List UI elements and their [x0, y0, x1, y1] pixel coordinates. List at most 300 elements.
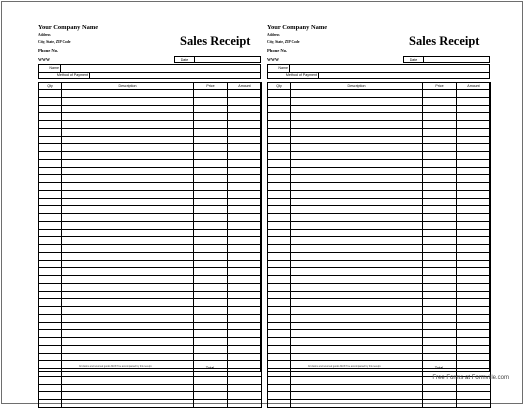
amount-cell[interactable] — [457, 229, 491, 237]
description-cell[interactable] — [291, 384, 423, 392]
amount-cell[interactable] — [228, 338, 262, 346]
qty-cell[interactable] — [268, 221, 291, 229]
description-cell[interactable] — [62, 221, 194, 229]
price-cell[interactable] — [423, 190, 457, 198]
price-cell[interactable] — [194, 97, 228, 105]
description-cell[interactable] — [291, 392, 423, 400]
amount-cell[interactable] — [457, 400, 491, 408]
description-cell[interactable] — [291, 353, 423, 361]
amount-cell[interactable] — [228, 183, 262, 191]
description-cell[interactable] — [291, 97, 423, 105]
qty-cell[interactable] — [39, 237, 62, 245]
description-cell[interactable] — [291, 283, 423, 291]
price-cell[interactable] — [423, 136, 457, 144]
description-cell[interactable] — [62, 314, 194, 322]
description-cell[interactable] — [291, 121, 423, 129]
qty-cell[interactable] — [268, 105, 291, 113]
amount-cell[interactable] — [457, 175, 491, 183]
qty-cell[interactable] — [268, 183, 291, 191]
price-cell[interactable] — [423, 105, 457, 113]
qty-cell[interactable] — [39, 105, 62, 113]
price-cell[interactable] — [194, 136, 228, 144]
amount-cell[interactable] — [457, 144, 491, 152]
price-cell[interactable] — [194, 183, 228, 191]
description-cell[interactable] — [291, 276, 423, 284]
qty-cell[interactable] — [39, 90, 62, 98]
price-cell[interactable] — [423, 206, 457, 214]
qty-cell[interactable] — [268, 392, 291, 400]
qty-cell[interactable] — [39, 330, 62, 338]
amount-cell[interactable] — [457, 283, 491, 291]
price-cell[interactable] — [194, 384, 228, 392]
description-cell[interactable] — [62, 214, 194, 222]
amount-cell[interactable] — [228, 260, 262, 268]
amount-cell[interactable] — [457, 136, 491, 144]
price-cell[interactable] — [194, 291, 228, 299]
description-cell[interactable] — [62, 90, 194, 98]
amount-cell[interactable] — [457, 214, 491, 222]
description-cell[interactable] — [62, 291, 194, 299]
qty-cell[interactable] — [268, 144, 291, 152]
price-cell[interactable] — [194, 276, 228, 284]
payment-method-field[interactable] — [39, 72, 260, 79]
description-cell[interactable] — [291, 90, 423, 98]
price-cell[interactable] — [194, 221, 228, 229]
amount-cell[interactable] — [457, 314, 491, 322]
qty-cell[interactable] — [268, 299, 291, 307]
description-cell[interactable] — [291, 338, 423, 346]
description-cell[interactable] — [291, 400, 423, 408]
amount-cell[interactable] — [457, 268, 491, 276]
amount-cell[interactable] — [457, 97, 491, 105]
price-cell[interactable] — [423, 97, 457, 105]
price-cell[interactable] — [423, 291, 457, 299]
amount-cell[interactable] — [228, 214, 262, 222]
description-cell[interactable] — [62, 113, 194, 121]
price-cell[interactable] — [194, 175, 228, 183]
qty-cell[interactable] — [39, 345, 62, 353]
qty-cell[interactable] — [39, 322, 62, 330]
amount-cell[interactable] — [228, 322, 262, 330]
description-cell[interactable] — [291, 260, 423, 268]
description-cell[interactable] — [62, 376, 194, 384]
amount-cell[interactable] — [228, 152, 262, 160]
price-cell[interactable] — [423, 152, 457, 160]
price-cell[interactable] — [423, 384, 457, 392]
description-cell[interactable] — [62, 276, 194, 284]
price-cell[interactable] — [423, 221, 457, 229]
amount-cell[interactable] — [228, 167, 262, 175]
qty-cell[interactable] — [39, 159, 62, 167]
qty-cell[interactable] — [39, 152, 62, 160]
price-cell[interactable] — [194, 190, 228, 198]
qty-cell[interactable] — [39, 400, 62, 408]
price-cell[interactable] — [423, 330, 457, 338]
qty-cell[interactable] — [268, 283, 291, 291]
amount-cell[interactable] — [228, 330, 262, 338]
price-cell[interactable] — [194, 376, 228, 384]
qty-cell[interactable] — [39, 198, 62, 206]
amount-cell[interactable] — [457, 260, 491, 268]
qty-cell[interactable] — [39, 97, 62, 105]
amount-cell[interactable] — [228, 299, 262, 307]
amount-cell[interactable] — [457, 307, 491, 315]
qty-cell[interactable] — [39, 136, 62, 144]
description-cell[interactable] — [291, 144, 423, 152]
qty-cell[interactable] — [39, 353, 62, 361]
price-cell[interactable] — [194, 283, 228, 291]
qty-cell[interactable] — [268, 214, 291, 222]
amount-cell[interactable] — [457, 159, 491, 167]
qty-cell[interactable] — [39, 283, 62, 291]
amount-cell[interactable] — [228, 136, 262, 144]
amount-cell[interactable] — [228, 121, 262, 129]
amount-cell[interactable] — [457, 167, 491, 175]
qty-cell[interactable] — [39, 276, 62, 284]
amount-cell[interactable] — [228, 291, 262, 299]
description-cell[interactable] — [62, 206, 194, 214]
description-cell[interactable] — [291, 152, 423, 160]
amount-cell[interactable] — [228, 190, 262, 198]
date-field[interactable] — [174, 56, 261, 63]
qty-cell[interactable] — [39, 221, 62, 229]
price-cell[interactable] — [194, 245, 228, 253]
qty-cell[interactable] — [39, 167, 62, 175]
qty-cell[interactable] — [268, 338, 291, 346]
description-cell[interactable] — [291, 159, 423, 167]
description-cell[interactable] — [291, 229, 423, 237]
price-cell[interactable] — [423, 175, 457, 183]
description-cell[interactable] — [291, 214, 423, 222]
qty-cell[interactable] — [39, 307, 62, 315]
qty-cell[interactable] — [268, 136, 291, 144]
price-cell[interactable] — [423, 245, 457, 253]
qty-cell[interactable] — [39, 384, 62, 392]
description-cell[interactable] — [62, 384, 194, 392]
qty-cell[interactable] — [268, 376, 291, 384]
description-cell[interactable] — [291, 376, 423, 384]
description-cell[interactable] — [291, 330, 423, 338]
description-cell[interactable] — [62, 252, 194, 260]
description-cell[interactable] — [291, 190, 423, 198]
price-cell[interactable] — [423, 214, 457, 222]
amount-cell[interactable] — [457, 338, 491, 346]
qty-cell[interactable] — [39, 314, 62, 322]
date-field[interactable] — [403, 56, 490, 63]
price-cell[interactable] — [423, 183, 457, 191]
amount-cell[interactable] — [228, 237, 262, 245]
description-cell[interactable] — [62, 322, 194, 330]
description-cell[interactable] — [291, 183, 423, 191]
description-cell[interactable] — [291, 322, 423, 330]
qty-cell[interactable] — [268, 252, 291, 260]
description-cell[interactable] — [62, 175, 194, 183]
qty-cell[interactable] — [268, 245, 291, 253]
price-cell[interactable] — [423, 338, 457, 346]
price-cell[interactable] — [194, 121, 228, 129]
amount-cell[interactable] — [457, 105, 491, 113]
price-cell[interactable] — [423, 314, 457, 322]
price-cell[interactable] — [423, 268, 457, 276]
amount-cell[interactable] — [457, 353, 491, 361]
price-cell[interactable] — [423, 400, 457, 408]
description-cell[interactable] — [62, 229, 194, 237]
qty-cell[interactable] — [268, 330, 291, 338]
description-cell[interactable] — [62, 121, 194, 129]
qty-cell[interactable] — [268, 268, 291, 276]
price-cell[interactable] — [423, 237, 457, 245]
amount-cell[interactable] — [228, 392, 262, 400]
price-cell[interactable] — [194, 214, 228, 222]
description-cell[interactable] — [62, 198, 194, 206]
qty-cell[interactable] — [268, 237, 291, 245]
price-cell[interactable] — [194, 113, 228, 121]
qty-cell[interactable] — [39, 245, 62, 253]
qty-cell[interactable] — [268, 159, 291, 167]
amount-cell[interactable] — [457, 299, 491, 307]
qty-cell[interactable] — [39, 268, 62, 276]
amount-cell[interactable] — [457, 190, 491, 198]
description-cell[interactable] — [62, 183, 194, 191]
price-cell[interactable] — [423, 159, 457, 167]
qty-cell[interactable] — [39, 291, 62, 299]
description-cell[interactable] — [291, 128, 423, 136]
price-cell[interactable] — [423, 353, 457, 361]
amount-cell[interactable] — [457, 183, 491, 191]
price-cell[interactable] — [423, 144, 457, 152]
amount-cell[interactable] — [228, 268, 262, 276]
description-cell[interactable] — [62, 260, 194, 268]
qty-cell[interactable] — [39, 252, 62, 260]
amount-cell[interactable] — [228, 384, 262, 392]
amount-cell[interactable] — [228, 97, 262, 105]
price-cell[interactable] — [194, 314, 228, 322]
qty-cell[interactable] — [268, 97, 291, 105]
price-cell[interactable] — [194, 144, 228, 152]
price-cell[interactable] — [423, 299, 457, 307]
description-cell[interactable] — [291, 299, 423, 307]
amount-cell[interactable] — [457, 121, 491, 129]
amount-cell[interactable] — [228, 376, 262, 384]
amount-cell[interactable] — [228, 276, 262, 284]
amount-cell[interactable] — [228, 113, 262, 121]
price-cell[interactable] — [194, 90, 228, 98]
qty-cell[interactable] — [39, 183, 62, 191]
amount-cell[interactable] — [228, 206, 262, 214]
amount-cell[interactable] — [228, 105, 262, 113]
amount-cell[interactable] — [457, 392, 491, 400]
price-cell[interactable] — [194, 252, 228, 260]
description-cell[interactable] — [62, 345, 194, 353]
qty-cell[interactable] — [268, 113, 291, 121]
amount-cell[interactable] — [457, 245, 491, 253]
amount-cell[interactable] — [457, 345, 491, 353]
description-cell[interactable] — [291, 245, 423, 253]
description-cell[interactable] — [62, 307, 194, 315]
description-cell[interactable] — [291, 268, 423, 276]
price-cell[interactable] — [423, 229, 457, 237]
price-cell[interactable] — [423, 90, 457, 98]
description-cell[interactable] — [62, 353, 194, 361]
qty-cell[interactable] — [39, 206, 62, 214]
qty-cell[interactable] — [39, 113, 62, 121]
description-cell[interactable] — [291, 345, 423, 353]
amount-cell[interactable] — [457, 330, 491, 338]
price-cell[interactable] — [194, 198, 228, 206]
description-cell[interactable] — [291, 167, 423, 175]
price-cell[interactable] — [423, 345, 457, 353]
qty-cell[interactable] — [268, 206, 291, 214]
price-cell[interactable] — [423, 307, 457, 315]
price-cell[interactable] — [423, 260, 457, 268]
amount-cell[interactable] — [228, 307, 262, 315]
price-cell[interactable] — [194, 206, 228, 214]
qty-cell[interactable] — [268, 260, 291, 268]
qty-cell[interactable] — [39, 338, 62, 346]
amount-cell[interactable] — [228, 221, 262, 229]
description-cell[interactable] — [291, 206, 423, 214]
qty-cell[interactable] — [268, 353, 291, 361]
qty-cell[interactable] — [268, 175, 291, 183]
description-cell[interactable] — [291, 221, 423, 229]
qty-cell[interactable] — [268, 152, 291, 160]
price-cell[interactable] — [194, 299, 228, 307]
description-cell[interactable] — [62, 338, 194, 346]
price-cell[interactable] — [194, 167, 228, 175]
price-cell[interactable] — [423, 121, 457, 129]
description-cell[interactable] — [62, 392, 194, 400]
amount-cell[interactable] — [457, 206, 491, 214]
description-cell[interactable] — [62, 97, 194, 105]
description-cell[interactable] — [291, 113, 423, 121]
description-cell[interactable] — [291, 105, 423, 113]
price-cell[interactable] — [194, 159, 228, 167]
amount-cell[interactable] — [228, 400, 262, 408]
qty-cell[interactable] — [39, 121, 62, 129]
amount-cell[interactable] — [228, 144, 262, 152]
amount-cell[interactable] — [228, 159, 262, 167]
description-cell[interactable] — [62, 245, 194, 253]
qty-cell[interactable] — [268, 190, 291, 198]
amount-cell[interactable] — [457, 291, 491, 299]
description-cell[interactable] — [62, 330, 194, 338]
amount-cell[interactable] — [457, 113, 491, 121]
qty-cell[interactable] — [268, 345, 291, 353]
amount-cell[interactable] — [228, 90, 262, 98]
price-cell[interactable] — [423, 128, 457, 136]
description-cell[interactable] — [62, 128, 194, 136]
qty-cell[interactable] — [268, 276, 291, 284]
amount-cell[interactable] — [457, 252, 491, 260]
qty-cell[interactable] — [39, 229, 62, 237]
price-cell[interactable] — [194, 268, 228, 276]
qty-cell[interactable] — [268, 384, 291, 392]
amount-cell[interactable] — [457, 237, 491, 245]
qty-cell[interactable] — [268, 400, 291, 408]
amount-cell[interactable] — [457, 90, 491, 98]
description-cell[interactable] — [62, 237, 194, 245]
description-cell[interactable] — [62, 400, 194, 408]
description-cell[interactable] — [291, 314, 423, 322]
price-cell[interactable] — [194, 307, 228, 315]
description-cell[interactable] — [291, 291, 423, 299]
price-cell[interactable] — [423, 283, 457, 291]
price-cell[interactable] — [194, 105, 228, 113]
price-cell[interactable] — [423, 167, 457, 175]
description-cell[interactable] — [291, 136, 423, 144]
price-cell[interactable] — [423, 113, 457, 121]
amount-cell[interactable] — [457, 152, 491, 160]
description-cell[interactable] — [62, 144, 194, 152]
amount-cell[interactable] — [228, 345, 262, 353]
description-cell[interactable] — [62, 190, 194, 198]
description-cell[interactable] — [62, 299, 194, 307]
qty-cell[interactable] — [39, 376, 62, 384]
price-cell[interactable] — [423, 392, 457, 400]
price-cell[interactable] — [423, 276, 457, 284]
price-cell[interactable] — [194, 345, 228, 353]
amount-cell[interactable] — [228, 245, 262, 253]
amount-cell[interactable] — [228, 314, 262, 322]
qty-cell[interactable] — [39, 392, 62, 400]
qty-cell[interactable] — [39, 175, 62, 183]
amount-cell[interactable] — [457, 221, 491, 229]
description-cell[interactable] — [291, 175, 423, 183]
description-cell[interactable] — [291, 307, 423, 315]
description-cell[interactable] — [62, 268, 194, 276]
price-cell[interactable] — [194, 152, 228, 160]
price-cell[interactable] — [194, 128, 228, 136]
qty-cell[interactable] — [268, 314, 291, 322]
price-cell[interactable] — [194, 400, 228, 408]
amount-cell[interactable] — [457, 128, 491, 136]
amount-cell[interactable] — [228, 229, 262, 237]
qty-cell[interactable] — [39, 299, 62, 307]
description-cell[interactable] — [291, 252, 423, 260]
qty-cell[interactable] — [268, 291, 291, 299]
amount-cell[interactable] — [228, 283, 262, 291]
price-cell[interactable] — [194, 353, 228, 361]
price-cell[interactable] — [194, 322, 228, 330]
price-cell[interactable] — [194, 330, 228, 338]
amount-cell[interactable] — [228, 198, 262, 206]
amount-cell[interactable] — [457, 198, 491, 206]
qty-cell[interactable] — [268, 121, 291, 129]
amount-cell[interactable] — [457, 276, 491, 284]
qty-cell[interactable] — [268, 90, 291, 98]
qty-cell[interactable] — [39, 128, 62, 136]
qty-cell[interactable] — [268, 198, 291, 206]
amount-cell[interactable] — [457, 322, 491, 330]
amount-cell[interactable] — [457, 384, 491, 392]
description-cell[interactable] — [291, 198, 423, 206]
price-cell[interactable] — [423, 322, 457, 330]
qty-cell[interactable] — [39, 190, 62, 198]
amount-cell[interactable] — [228, 128, 262, 136]
description-cell[interactable] — [62, 167, 194, 175]
qty-cell[interactable] — [268, 128, 291, 136]
amount-cell[interactable] — [228, 175, 262, 183]
qty-cell[interactable] — [39, 144, 62, 152]
description-cell[interactable] — [62, 152, 194, 160]
price-cell[interactable] — [194, 229, 228, 237]
qty-cell[interactable] — [39, 260, 62, 268]
price-cell[interactable] — [194, 338, 228, 346]
price-cell[interactable] — [423, 198, 457, 206]
description-cell[interactable] — [62, 159, 194, 167]
qty-cell[interactable] — [39, 214, 62, 222]
price-cell[interactable] — [194, 237, 228, 245]
